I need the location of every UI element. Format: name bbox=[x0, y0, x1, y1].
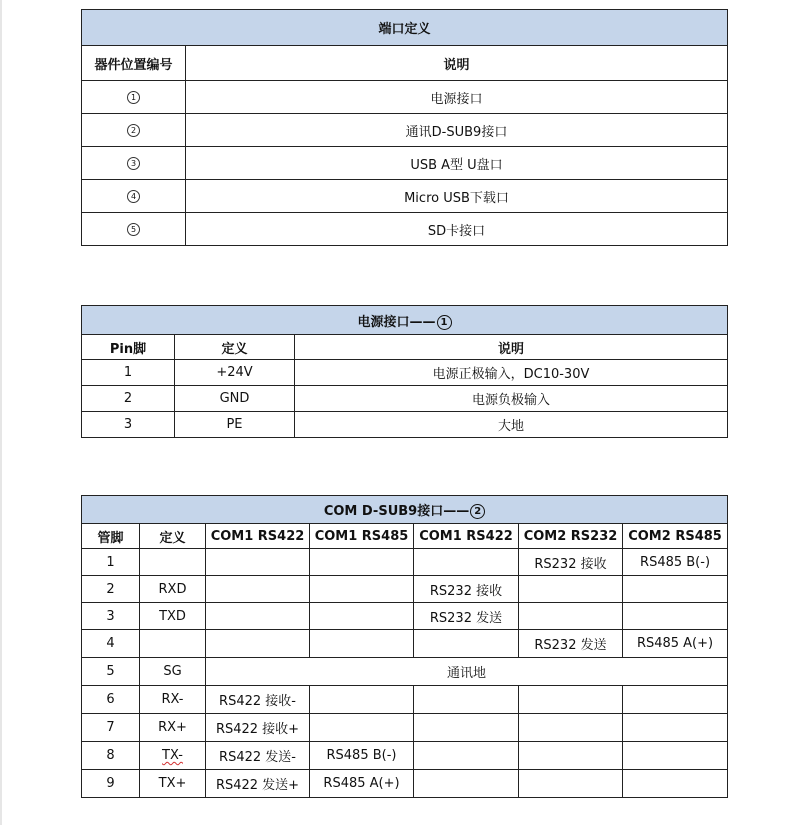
table-row bbox=[82, 114, 728, 147]
cell bbox=[310, 603, 414, 630]
port-definition-table bbox=[81, 9, 728, 246]
pin-cell: 5 bbox=[82, 658, 140, 686]
def-cell: TX+ bbox=[140, 770, 206, 798]
cell bbox=[310, 576, 414, 603]
table-row bbox=[82, 360, 728, 386]
power-header-def: 定义 bbox=[175, 335, 295, 360]
cell: RS422 发送- bbox=[206, 742, 310, 770]
table-row bbox=[82, 386, 728, 412]
pin-cell: 3 bbox=[82, 603, 140, 630]
pin-cell: 6 bbox=[82, 686, 140, 714]
cell bbox=[414, 714, 519, 742]
pin-cell: 9 bbox=[82, 770, 140, 798]
pin-cell: 7 bbox=[82, 714, 140, 742]
cell bbox=[519, 770, 623, 798]
def-cell bbox=[140, 630, 206, 658]
position-number: 2 bbox=[82, 114, 186, 147]
table-row bbox=[82, 742, 728, 770]
def-cell: RXD bbox=[140, 576, 206, 603]
cell: RS485 B(-) bbox=[623, 549, 728, 576]
table-row bbox=[82, 147, 728, 180]
table-row bbox=[82, 549, 728, 576]
port-desc: Micro USB下载口 bbox=[186, 180, 728, 213]
cell bbox=[310, 549, 414, 576]
def-cell: SG bbox=[140, 658, 206, 686]
cell bbox=[414, 686, 519, 714]
port-desc: SD卡接口 bbox=[186, 213, 728, 246]
table-row bbox=[82, 180, 728, 213]
port-desc: USB A型 U盘口 bbox=[186, 147, 728, 180]
cell bbox=[310, 714, 414, 742]
pin-cell: 2 bbox=[82, 576, 140, 603]
cell bbox=[206, 630, 310, 658]
com-header-col: COM1 RS422 bbox=[206, 524, 310, 549]
com-header-col: COM1 RS422 bbox=[414, 524, 519, 549]
cell bbox=[623, 576, 728, 603]
cell: RS485 A(+) bbox=[623, 630, 728, 658]
power-table-title: 电源接口—— 1 bbox=[82, 306, 728, 335]
cell bbox=[310, 630, 414, 658]
cell bbox=[206, 603, 310, 630]
def-cell: PE bbox=[175, 412, 295, 438]
cell bbox=[414, 742, 519, 770]
cell bbox=[623, 714, 728, 742]
cell: RS422 发送+ bbox=[206, 770, 310, 798]
port-desc: 电源接口 bbox=[186, 81, 728, 114]
cell bbox=[414, 630, 519, 658]
cell: RS232 接收 bbox=[414, 576, 519, 603]
pin-cell: 1 bbox=[82, 360, 175, 386]
def-cell: TXD bbox=[140, 603, 206, 630]
cell bbox=[623, 742, 728, 770]
pin-cell: 1 bbox=[82, 549, 140, 576]
table-row bbox=[82, 770, 728, 798]
com-header-pin: 管脚 bbox=[82, 524, 140, 549]
table-row bbox=[82, 213, 728, 246]
def-cell: TX- bbox=[140, 742, 206, 770]
cell bbox=[519, 576, 623, 603]
com-table-title: COM D-SUB9接口—— 2 bbox=[82, 496, 728, 524]
pin-cell: 4 bbox=[82, 630, 140, 658]
def-cell: +24V bbox=[175, 360, 295, 386]
def-cell bbox=[140, 549, 206, 576]
table-row bbox=[82, 576, 728, 603]
com-header-def: 定义 bbox=[140, 524, 206, 549]
power-header-desc: 说明 bbox=[295, 335, 728, 360]
def-cell: GND bbox=[175, 386, 295, 412]
desc-cell: 电源负极输入 bbox=[295, 386, 728, 412]
table-row bbox=[82, 412, 728, 438]
table-row bbox=[82, 630, 728, 658]
port-table-title: 端口定义 bbox=[82, 10, 728, 46]
table-row bbox=[82, 603, 728, 630]
port-desc: 通讯D-SUB9接口 bbox=[186, 114, 728, 147]
desc-cell: 电源正极输入，DC10-30V bbox=[295, 360, 728, 386]
pin-cell: 8 bbox=[82, 742, 140, 770]
pin-cell: 3 bbox=[82, 412, 175, 438]
page-left-edge bbox=[0, 0, 2, 825]
pin-cell: 2 bbox=[82, 386, 175, 412]
cell: RS422 接收- bbox=[206, 686, 310, 714]
table-row bbox=[82, 81, 728, 114]
cell bbox=[310, 686, 414, 714]
cell bbox=[519, 686, 623, 714]
circled-number: 1 bbox=[437, 315, 452, 330]
cell bbox=[623, 603, 728, 630]
table-row bbox=[82, 686, 728, 714]
position-number: 3 bbox=[82, 147, 186, 180]
cell bbox=[519, 742, 623, 770]
desc-cell: 大地 bbox=[295, 412, 728, 438]
position-number: 4 bbox=[82, 180, 186, 213]
com-header-col: COM2 RS232 bbox=[519, 524, 623, 549]
power-header-pin: Pin脚 bbox=[82, 335, 175, 360]
cell: RS232 发送 bbox=[414, 603, 519, 630]
table-row bbox=[82, 658, 728, 686]
cell: RS422 接收+ bbox=[206, 714, 310, 742]
cell bbox=[623, 686, 728, 714]
cell: RS232 接收 bbox=[519, 549, 623, 576]
com-dsub9-table bbox=[81, 495, 728, 798]
cell: RS232 发送 bbox=[519, 630, 623, 658]
def-cell: RX+ bbox=[140, 714, 206, 742]
cell bbox=[414, 549, 519, 576]
cell bbox=[206, 549, 310, 576]
power-interface-table bbox=[81, 305, 728, 438]
cell bbox=[519, 603, 623, 630]
cell bbox=[206, 576, 310, 603]
position-number: 5 bbox=[82, 213, 186, 246]
com-header-col: COM2 RS485 bbox=[623, 524, 728, 549]
cell: RS485 B(-) bbox=[310, 742, 414, 770]
port-table-header-position: 器件位置编号 bbox=[82, 46, 186, 81]
cell bbox=[623, 770, 728, 798]
def-cell: RX- bbox=[140, 686, 206, 714]
ground-cell: 通讯地 bbox=[206, 658, 728, 686]
position-number: 1 bbox=[82, 81, 186, 114]
cell bbox=[414, 770, 519, 798]
cell bbox=[519, 714, 623, 742]
cell: RS485 A(+) bbox=[310, 770, 414, 798]
circled-number: 2 bbox=[470, 504, 485, 519]
table-row bbox=[82, 714, 728, 742]
com-header-col: COM1 RS485 bbox=[310, 524, 414, 549]
port-table-header-desc: 说明 bbox=[186, 46, 728, 81]
